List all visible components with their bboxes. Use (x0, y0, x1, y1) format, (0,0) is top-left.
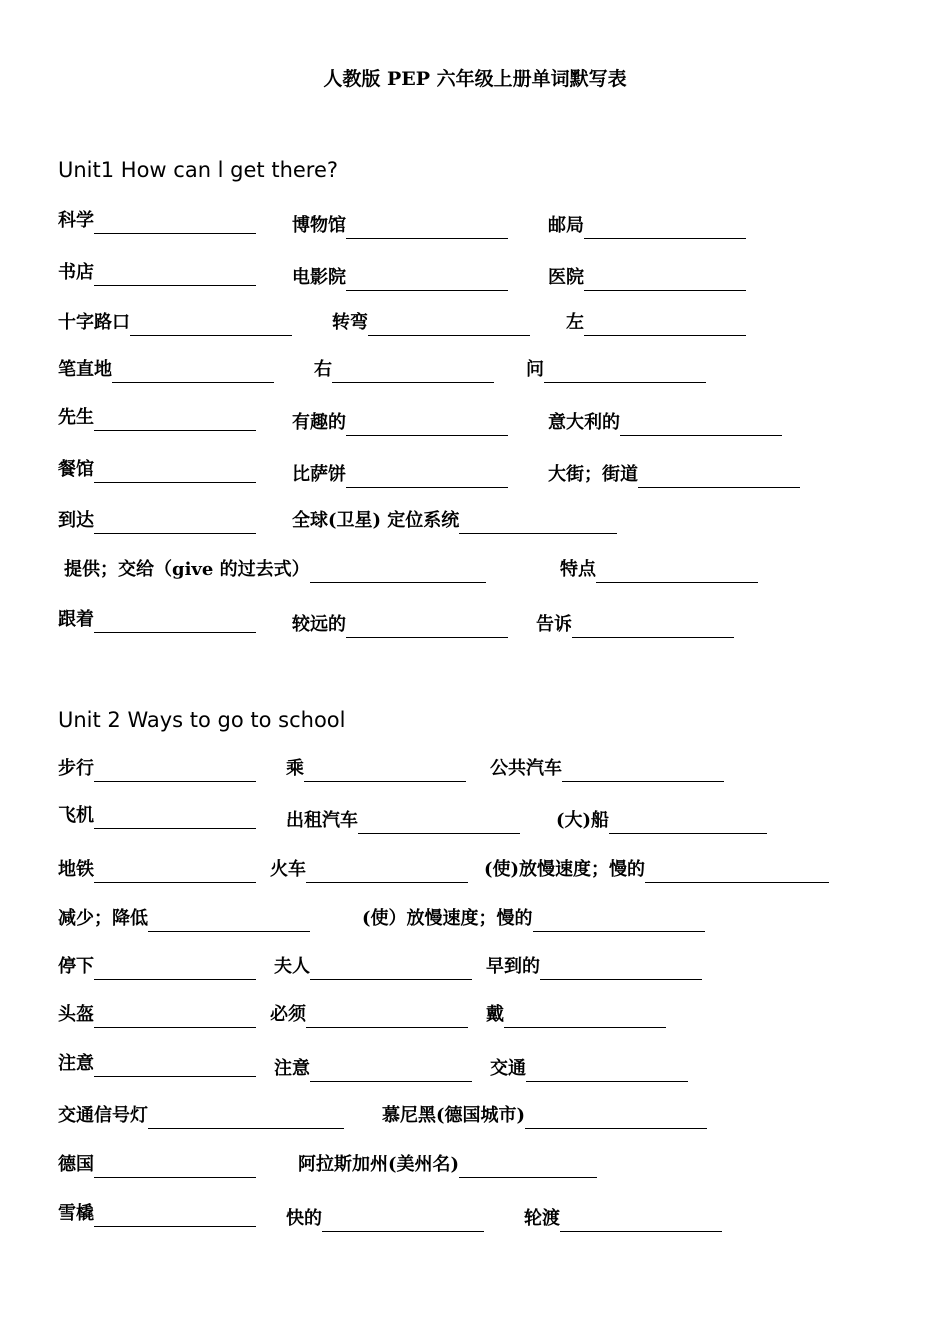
answer-blank[interactable] (112, 360, 274, 383)
answer-blank[interactable] (94, 460, 256, 483)
vocab-item (292, 462, 508, 488)
vocab-label: 转弯 (332, 312, 368, 333)
answer-blank[interactable] (346, 615, 508, 638)
vocab-label: 交通 (490, 1058, 526, 1079)
answer-blank[interactable] (584, 216, 746, 239)
answer-blank[interactable] (620, 413, 782, 436)
vocab-item (548, 462, 800, 488)
vocab-item (292, 508, 617, 534)
answer-blank[interactable] (322, 1209, 484, 1232)
vocab-item (58, 310, 292, 336)
vocab-item (64, 557, 486, 583)
vocab-item (58, 1103, 344, 1129)
vocab-item (58, 208, 256, 234)
u2-row-7 (0, 1051, 950, 1081)
vocab-item (292, 265, 508, 291)
answer-blank[interactable] (310, 957, 472, 980)
vocab-label: 提供；交给（give 的过去式） (64, 559, 310, 580)
answer-blank[interactable] (572, 615, 734, 638)
answer-blank[interactable] (358, 811, 520, 834)
u1-row-6 (0, 457, 950, 487)
u2-row-9 (0, 1152, 950, 1182)
answer-blank[interactable] (94, 610, 256, 633)
answer-blank[interactable] (306, 860, 468, 883)
answer-blank[interactable] (94, 1005, 256, 1028)
vocab-label: 有趣的 (292, 412, 346, 433)
answer-blank[interactable] (596, 560, 758, 583)
vocab-label: 火车 (270, 859, 306, 880)
u2-row-2 (0, 803, 950, 833)
vocab-item (58, 1201, 256, 1227)
vocab-label: 右 (314, 359, 332, 380)
vocab-label: 医院 (548, 267, 584, 288)
u2-row-10 (0, 1201, 950, 1231)
u1-row-4 (0, 357, 950, 387)
vocab-item (270, 1002, 468, 1028)
vocab-item (58, 1152, 256, 1178)
vocab-label: 注意 (274, 1058, 310, 1079)
vocab-label: 问 (526, 359, 544, 380)
vocab-item (332, 310, 530, 336)
answer-blank[interactable] (94, 860, 256, 883)
vocab-item (486, 1002, 666, 1028)
u1-row-9 (0, 607, 950, 637)
vocab-item (58, 457, 256, 483)
answer-blank[interactable] (560, 1209, 722, 1232)
u1-row-5 (0, 405, 950, 435)
answer-blank[interactable] (609, 811, 767, 834)
answer-blank[interactable] (148, 909, 310, 932)
u2-row-8 (0, 1103, 950, 1133)
answer-blank[interactable] (310, 560, 486, 583)
answer-blank[interactable] (540, 957, 702, 980)
vocab-label: 左 (566, 312, 584, 333)
vocab-label: 告诉 (536, 614, 572, 635)
answer-blank[interactable] (526, 1059, 688, 1082)
answer-blank[interactable] (304, 759, 466, 782)
vocab-label: 注意 (58, 1053, 94, 1074)
u1-row-3 (0, 310, 950, 340)
answer-blank[interactable] (584, 313, 746, 336)
vocab-item (490, 756, 724, 782)
vocab-label: 邮局 (548, 215, 584, 236)
vocab-item (566, 310, 746, 336)
answer-blank[interactable] (306, 1005, 468, 1028)
vocab-item (286, 808, 520, 834)
vocab-item (382, 1103, 707, 1129)
vocab-item (484, 857, 829, 883)
page-title: 人教版 PEP 六年级上册单词默写表 (323, 68, 627, 90)
u1-row-2 (0, 260, 950, 290)
vocab-label: 到达 (58, 510, 94, 531)
vocab-label: 步行 (58, 758, 94, 779)
answer-blank[interactable] (94, 957, 256, 980)
vocab-label: 阿拉斯加州(美州名) (298, 1154, 460, 1175)
unit2-heading: Unit 2 Ways to go to school (58, 708, 346, 732)
answer-blank[interactable] (94, 1054, 256, 1077)
vocab-item (58, 405, 256, 431)
vocab-item (560, 557, 758, 583)
vocab-item (58, 260, 256, 286)
answer-blank[interactable] (459, 1155, 597, 1178)
vocab-label: (使）放慢速度；慢的 (362, 908, 533, 929)
answer-blank[interactable] (94, 263, 256, 286)
vocab-label: 十字路口 (58, 312, 130, 333)
u1-row-8 (0, 557, 950, 587)
vocab-label: 出租汽车 (286, 810, 358, 831)
vocab-label: 跟着 (58, 609, 94, 630)
vocab-item (548, 410, 782, 436)
vocab-item (298, 1152, 597, 1178)
answer-blank[interactable] (310, 1059, 472, 1082)
answer-blank[interactable] (638, 465, 800, 488)
answer-blank[interactable] (346, 216, 508, 239)
vocab-item (286, 1206, 484, 1232)
vocab-item (548, 265, 746, 291)
vocab-label: 戴 (486, 1004, 504, 1025)
vocab-item (292, 410, 508, 436)
vocab-label: 停下 (58, 956, 94, 977)
vocab-item (58, 857, 256, 883)
u2-row-3 (0, 857, 950, 887)
answer-blank[interactable] (584, 268, 746, 291)
vocab-label: 电影院 (292, 267, 346, 288)
vocab-label: 先生 (58, 407, 94, 428)
answer-blank[interactable] (544, 360, 706, 383)
vocab-label: 雪橇 (58, 1203, 94, 1224)
answer-blank[interactable] (504, 1005, 666, 1028)
answer-blank[interactable] (645, 860, 829, 883)
answer-blank[interactable] (94, 511, 256, 534)
u2-row-4 (0, 906, 950, 936)
vocab-item (270, 857, 468, 883)
vocab-label: 餐馆 (58, 459, 94, 480)
vocab-label: 减少；降低 (58, 908, 148, 929)
vocab-item (58, 607, 256, 633)
vocab-item (58, 954, 256, 980)
vocab-item (556, 808, 767, 834)
vocab-item (362, 906, 705, 932)
answer-blank[interactable] (94, 211, 256, 234)
vocab-label: 必须 (270, 1004, 306, 1025)
vocab-label: 交通信号灯 (58, 1105, 148, 1126)
vocab-label: 轮渡 (524, 1208, 560, 1229)
vocab-item (524, 1206, 722, 1232)
vocab-label: (大)船 (556, 810, 610, 831)
answer-blank[interactable] (130, 313, 292, 336)
vocab-item (314, 357, 494, 383)
answer-blank[interactable] (346, 465, 508, 488)
u2-row-5 (0, 954, 950, 984)
vocab-label: 快的 (286, 1208, 322, 1229)
answer-blank[interactable] (346, 268, 508, 291)
answer-blank[interactable] (94, 1204, 256, 1227)
answer-blank[interactable] (332, 360, 494, 383)
vocab-label: 意大利的 (548, 412, 620, 433)
vocab-label: 较远的 (292, 614, 346, 635)
vocab-label: 特点 (560, 559, 596, 580)
answer-blank[interactable] (459, 511, 617, 534)
vocab-item (58, 508, 256, 534)
vocab-item (536, 612, 734, 638)
u2-row-6 (0, 1002, 950, 1032)
vocab-label: 飞机 (58, 805, 94, 826)
vocab-item (292, 612, 508, 638)
vocab-item (286, 756, 466, 782)
vocab-item (58, 357, 274, 383)
vocab-item (490, 1056, 688, 1082)
vocab-label: 博物馆 (292, 215, 346, 236)
vocab-label: 夫人 (274, 956, 310, 977)
vocab-label: 科学 (58, 210, 94, 231)
vocab-item (292, 213, 508, 239)
answer-blank[interactable] (368, 313, 530, 336)
vocab-item (486, 954, 702, 980)
vocab-label: 笔直地 (58, 359, 112, 380)
vocab-item (274, 954, 472, 980)
vocab-item (58, 803, 256, 829)
vocab-label: 慕尼黑(德国城市) (382, 1105, 526, 1126)
vocab-label: 乘 (286, 758, 304, 779)
answer-blank[interactable] (94, 759, 256, 782)
vocab-label: 书店 (58, 262, 94, 283)
vocab-item (58, 1002, 256, 1028)
answer-blank[interactable] (525, 1106, 707, 1129)
vocab-label: 头盔 (58, 1004, 94, 1025)
answer-blank[interactable] (346, 413, 508, 436)
answer-blank[interactable] (148, 1106, 344, 1129)
answer-blank[interactable] (562, 759, 724, 782)
vocab-label: 德国 (58, 1154, 94, 1175)
answer-blank[interactable] (94, 408, 256, 431)
vocab-label: 公共汽车 (490, 758, 562, 779)
u1-row-1 (0, 208, 950, 238)
vocab-item (58, 756, 256, 782)
answer-blank[interactable] (533, 909, 705, 932)
u2-row-1 (0, 756, 950, 786)
vocab-label: 大街；街道 (548, 464, 638, 485)
unit1-heading: Unit1 How can l get there? (58, 158, 339, 182)
vocab-item (526, 357, 706, 383)
answer-blank[interactable] (94, 806, 256, 829)
vocab-item (58, 1051, 256, 1077)
answer-blank[interactable] (94, 1155, 256, 1178)
vocab-item (274, 1056, 472, 1082)
vocab-label: 全球(卫星) 定位系统 (292, 510, 460, 531)
u1-row-7 (0, 508, 950, 538)
vocab-item (548, 213, 746, 239)
vocab-item (58, 906, 310, 932)
vocab-label: 地铁 (58, 859, 94, 880)
vocab-label: 早到的 (486, 956, 540, 977)
vocab-label: 比萨饼 (292, 464, 346, 485)
vocab-label: (使)放慢速度；慢的 (484, 859, 646, 880)
